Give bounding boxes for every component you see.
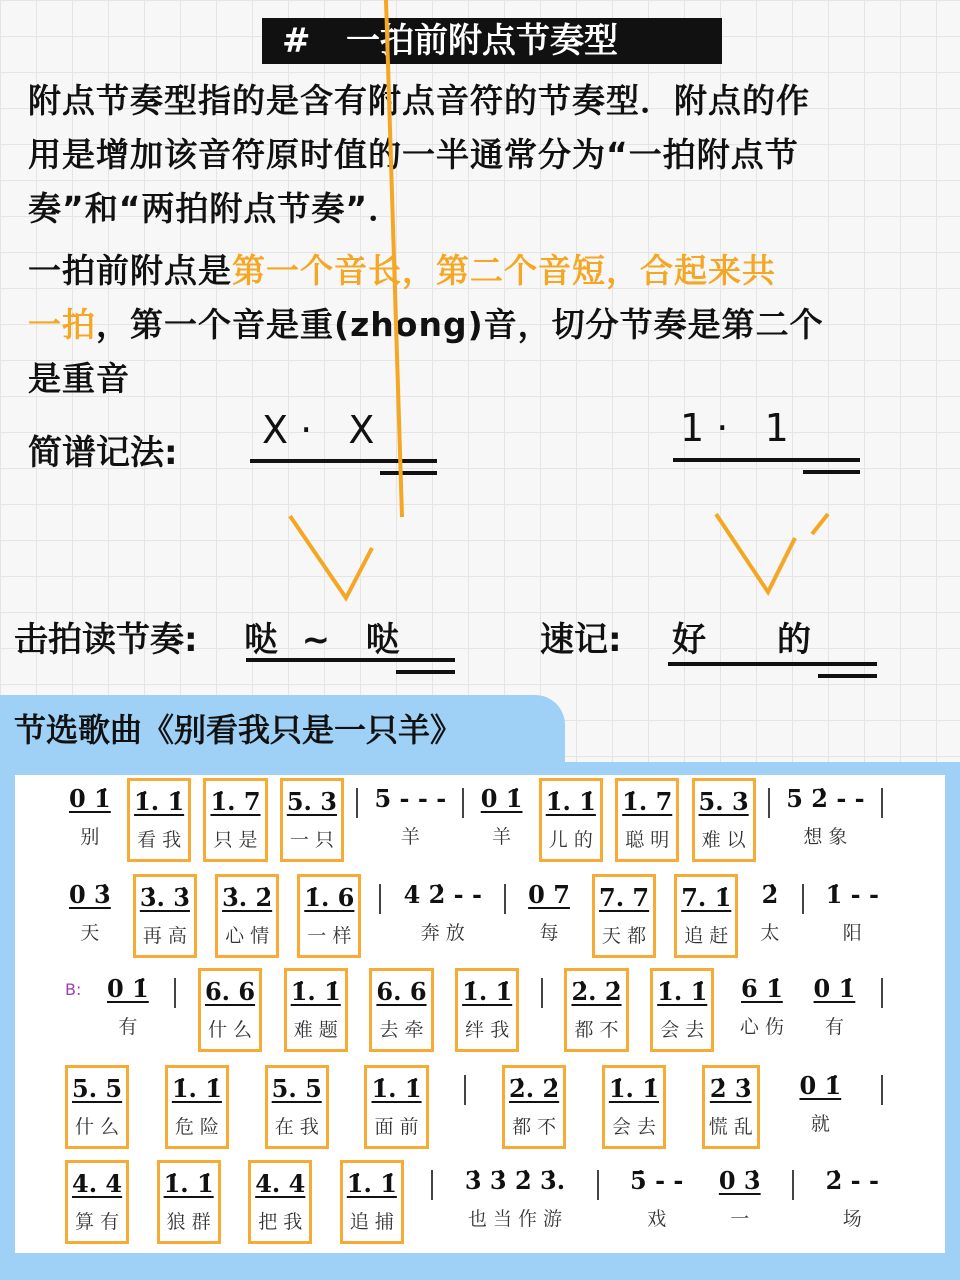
notes: 0 1̇	[106, 974, 149, 1003]
bar-line	[379, 884, 381, 914]
lyrics: 太	[760, 922, 780, 944]
dotted-rhythm-box	[602, 1065, 666, 1149]
bar-line	[174, 978, 176, 1008]
note-group	[795, 1065, 845, 1149]
note-group	[371, 778, 451, 862]
note-group	[103, 968, 153, 1052]
notes: 1̇. 1̇	[608, 1074, 659, 1103]
notes: 6. 6	[376, 977, 427, 1006]
notes: 1̇. 7	[622, 787, 673, 816]
lyrics: 也 当 作 游	[467, 1208, 563, 1230]
lyrics: 再 高	[142, 925, 187, 947]
notation-right: 1 · 1	[680, 406, 789, 450]
lyrics: 看 我	[137, 829, 182, 851]
bar-line	[802, 884, 804, 914]
notes: 6. 6	[204, 977, 256, 1006]
lyrics: 羊	[492, 826, 512, 848]
lyrics: 天	[80, 922, 100, 944]
notes: 1̇. 1̇	[134, 787, 185, 816]
notes: 5. 3	[286, 787, 337, 816]
lyrics: 绊 我	[465, 1019, 510, 1041]
note-group	[782, 778, 868, 862]
lyrics: 羊	[400, 826, 420, 848]
lyrics: 阳	[842, 922, 862, 944]
bar-line	[792, 1170, 794, 1200]
notes: 2̇. 2̇	[509, 1074, 560, 1103]
notes: 1̇. 7	[210, 787, 261, 816]
notes: 1̇ - -	[825, 880, 879, 909]
lyrics: 有	[824, 1016, 844, 1038]
dotted-rhythm-box	[340, 1160, 404, 1244]
reading-syllables: 哒 ~ 哒	[244, 620, 400, 660]
notes: 3̇. 3̇	[139, 883, 190, 912]
notes: 6 1̇	[741, 974, 783, 1003]
lyrics: 心 情	[225, 925, 270, 947]
lyrics: 聪 明	[625, 829, 670, 851]
bar-line	[881, 1075, 883, 1105]
dotted-rhythm-box	[248, 1160, 312, 1244]
definition-highlight: 第一个音长，第二个音短，合起来共	[232, 251, 776, 290]
dotted-rhythm-box	[133, 874, 197, 958]
notes: 1̇. 1̇	[171, 1074, 222, 1103]
note-group	[477, 778, 527, 862]
notes: 1̇. 1̇	[462, 977, 513, 1006]
lyrics: 危 险	[174, 1116, 219, 1138]
lyrics: 慌 乱	[708, 1116, 753, 1138]
dotted-rhythm-box	[297, 874, 361, 958]
lyrics: 去 牵	[379, 1019, 424, 1041]
section-title: 节选歌曲《别看我只是一只羊》	[14, 711, 463, 749]
lyrics: 想 象	[803, 826, 848, 848]
dotted-rhythm-box	[65, 1160, 129, 1244]
score-row	[65, 1160, 883, 1250]
notes: 2̇ 3̇	[709, 1074, 752, 1103]
notes: 0 1̇	[69, 784, 111, 813]
note-group	[756, 874, 783, 958]
lyrics: 儿 的	[548, 829, 593, 851]
dotted-rhythm-box	[502, 1065, 566, 1149]
note-group	[524, 874, 574, 958]
dotted-rhythm-box	[615, 778, 679, 862]
intro-line-2: 用是增加该音符原时值的一半通常分为“一拍附点节	[28, 135, 799, 174]
notes: 7. 1̇	[681, 883, 732, 912]
notes: 1̇. 1̇	[346, 1169, 397, 1198]
lyrics: 难 以	[701, 829, 746, 851]
notes: 1̇. 1̇	[163, 1169, 214, 1198]
notes: 1̇. 1̇	[371, 1074, 422, 1103]
bar-line	[464, 1075, 466, 1105]
lyrics: 把 我	[258, 1211, 303, 1233]
notes: 5 2̇ - -	[786, 784, 865, 813]
notes: 4. 4	[255, 1169, 306, 1198]
lyrics: 一 只	[289, 829, 334, 851]
notes: 3̇. 2̇	[222, 883, 273, 912]
bar-line	[356, 788, 358, 818]
bar-line	[431, 1170, 433, 1200]
definition-highlight-2: 一拍	[28, 305, 96, 344]
lyrics: 什 么	[208, 1019, 253, 1041]
lyrics: 算 有	[75, 1211, 120, 1233]
lyrics: 每	[539, 922, 559, 944]
dotted-rhythm-box	[674, 874, 738, 958]
lyrics: 就	[810, 1113, 830, 1135]
notes: 5 - - -	[374, 784, 447, 813]
lyrics: 什 么	[75, 1116, 120, 1138]
notes: 1̇. 6	[304, 883, 355, 912]
lyrics: 别	[80, 826, 100, 848]
lyrics: 追 捕	[349, 1211, 394, 1233]
bar-line	[504, 884, 506, 914]
notes: 4 2̇ - -	[403, 880, 482, 909]
note-group	[736, 968, 788, 1052]
dotted-rhythm-box	[284, 968, 348, 1052]
dotted-rhythm-box	[265, 1065, 329, 1149]
lyrics: 奔 放	[420, 922, 465, 944]
lyrics: 会 去	[660, 1019, 705, 1041]
notes: 5̇ - -	[630, 1166, 684, 1195]
dotted-rhythm-box	[65, 1065, 129, 1149]
notes: 0 1̇	[480, 784, 523, 813]
lyrics: 天 都	[602, 925, 647, 947]
notes: 7. 7	[599, 883, 650, 912]
bar-line	[462, 788, 464, 818]
dotted-rhythm-box	[215, 874, 279, 958]
quick-text: 好 的	[672, 620, 812, 660]
notes: 1̇. 1̇	[290, 977, 341, 1006]
dotted-rhythm-box	[364, 1065, 428, 1149]
notes: 4. 4	[72, 1169, 123, 1198]
bar-line	[881, 788, 883, 818]
dotted-rhythm-box	[157, 1160, 221, 1244]
notes: 2̇. 2̇	[571, 977, 622, 1006]
notes: 2̇ - -	[825, 1166, 879, 1195]
note-group	[822, 874, 883, 958]
note-group	[65, 874, 115, 958]
quick-label: 速记:	[540, 620, 622, 660]
dotted-rhythm-box	[127, 778, 191, 862]
notes: 3̇ 3̇ 2̇ 3̇.	[464, 1166, 566, 1195]
dotted-rhythm-box	[539, 778, 603, 862]
notation-label: 简谱记法:	[28, 433, 178, 473]
notes: 5. 5	[72, 1074, 123, 1103]
lyrics: 戏	[647, 1208, 667, 1230]
note-group	[626, 1160, 687, 1244]
score-row	[65, 874, 883, 964]
lyrics: 心 伤	[739, 1016, 784, 1038]
intro-line-1: 附点节奏型指的是含有附点音符的节奏型．附点的作	[28, 81, 810, 120]
lyrics: 会 去	[611, 1116, 656, 1138]
lyrics: 在 我	[274, 1116, 319, 1138]
reading-label: 击拍读节奏:	[14, 620, 198, 660]
note-group	[400, 874, 486, 958]
lyrics: 都 不	[512, 1116, 557, 1138]
bar-line	[541, 978, 543, 1008]
note-group	[822, 1160, 883, 1244]
bar-line	[597, 1170, 599, 1200]
definition-text-2: ，第一个音是重(zhong)音，切分节奏是第二个	[96, 305, 824, 344]
dotted-rhythm-box	[564, 968, 628, 1052]
dotted-rhythm-box	[702, 1065, 760, 1149]
dotted-rhythm-box	[455, 968, 519, 1052]
notes: 0 1̇	[799, 1071, 842, 1100]
notes: 0 1̇	[813, 974, 856, 1003]
lyrics: 狼 群	[166, 1211, 211, 1233]
notes: 0 3̇	[69, 880, 111, 909]
intro-line-3: 奏”和“两拍附点节奏”．	[28, 189, 403, 228]
section-tab	[0, 695, 565, 775]
lyrics: 一 样	[307, 925, 352, 947]
v-marks	[290, 0, 828, 598]
note-group	[810, 968, 860, 1052]
notes: 1̇. 1̇	[545, 787, 596, 816]
notes: 0 7	[528, 880, 570, 909]
notes: 0 3̇	[718, 1166, 761, 1195]
dotted-rhythm-box	[369, 968, 433, 1052]
notation-left: X · X	[262, 408, 375, 452]
dotted-rhythm-box	[592, 874, 656, 958]
definition-text: 一拍前附点是	[28, 251, 232, 290]
score-row	[65, 778, 883, 868]
dotted-rhythm-box	[692, 778, 756, 862]
lyrics: 只 是	[213, 829, 258, 851]
lyrics: 一	[730, 1208, 750, 1230]
note-group	[65, 778, 115, 862]
notes: 5. 5	[271, 1074, 322, 1103]
score-row	[65, 968, 883, 1058]
lyrics: 场	[842, 1208, 862, 1230]
score-row	[65, 1065, 883, 1155]
lyrics: 追 赶	[684, 925, 729, 947]
section-b-label: B:	[65, 980, 82, 999]
notes: 5. 3	[698, 787, 749, 816]
notes: 1̇. 1̇	[657, 977, 708, 1006]
dotted-rhythm-box	[203, 778, 267, 862]
bar-line	[768, 788, 770, 818]
notes: 2̇	[761, 880, 779, 909]
definition-line-3: 是重音	[28, 359, 130, 398]
bar-line	[881, 978, 883, 1008]
dotted-rhythm-box	[198, 968, 262, 1052]
dotted-rhythm-box	[650, 968, 714, 1052]
lyrics: 面 前	[374, 1116, 419, 1138]
page-title: # 一拍前附点节奏型	[262, 18, 722, 64]
lyrics: 有	[118, 1016, 138, 1038]
dotted-rhythm-box	[165, 1065, 229, 1149]
lyrics: 都 不	[574, 1019, 619, 1041]
note-group	[461, 1160, 569, 1244]
note-group	[715, 1160, 765, 1244]
dotted-rhythm-box	[280, 778, 344, 862]
lyrics: 难 题	[293, 1019, 338, 1041]
